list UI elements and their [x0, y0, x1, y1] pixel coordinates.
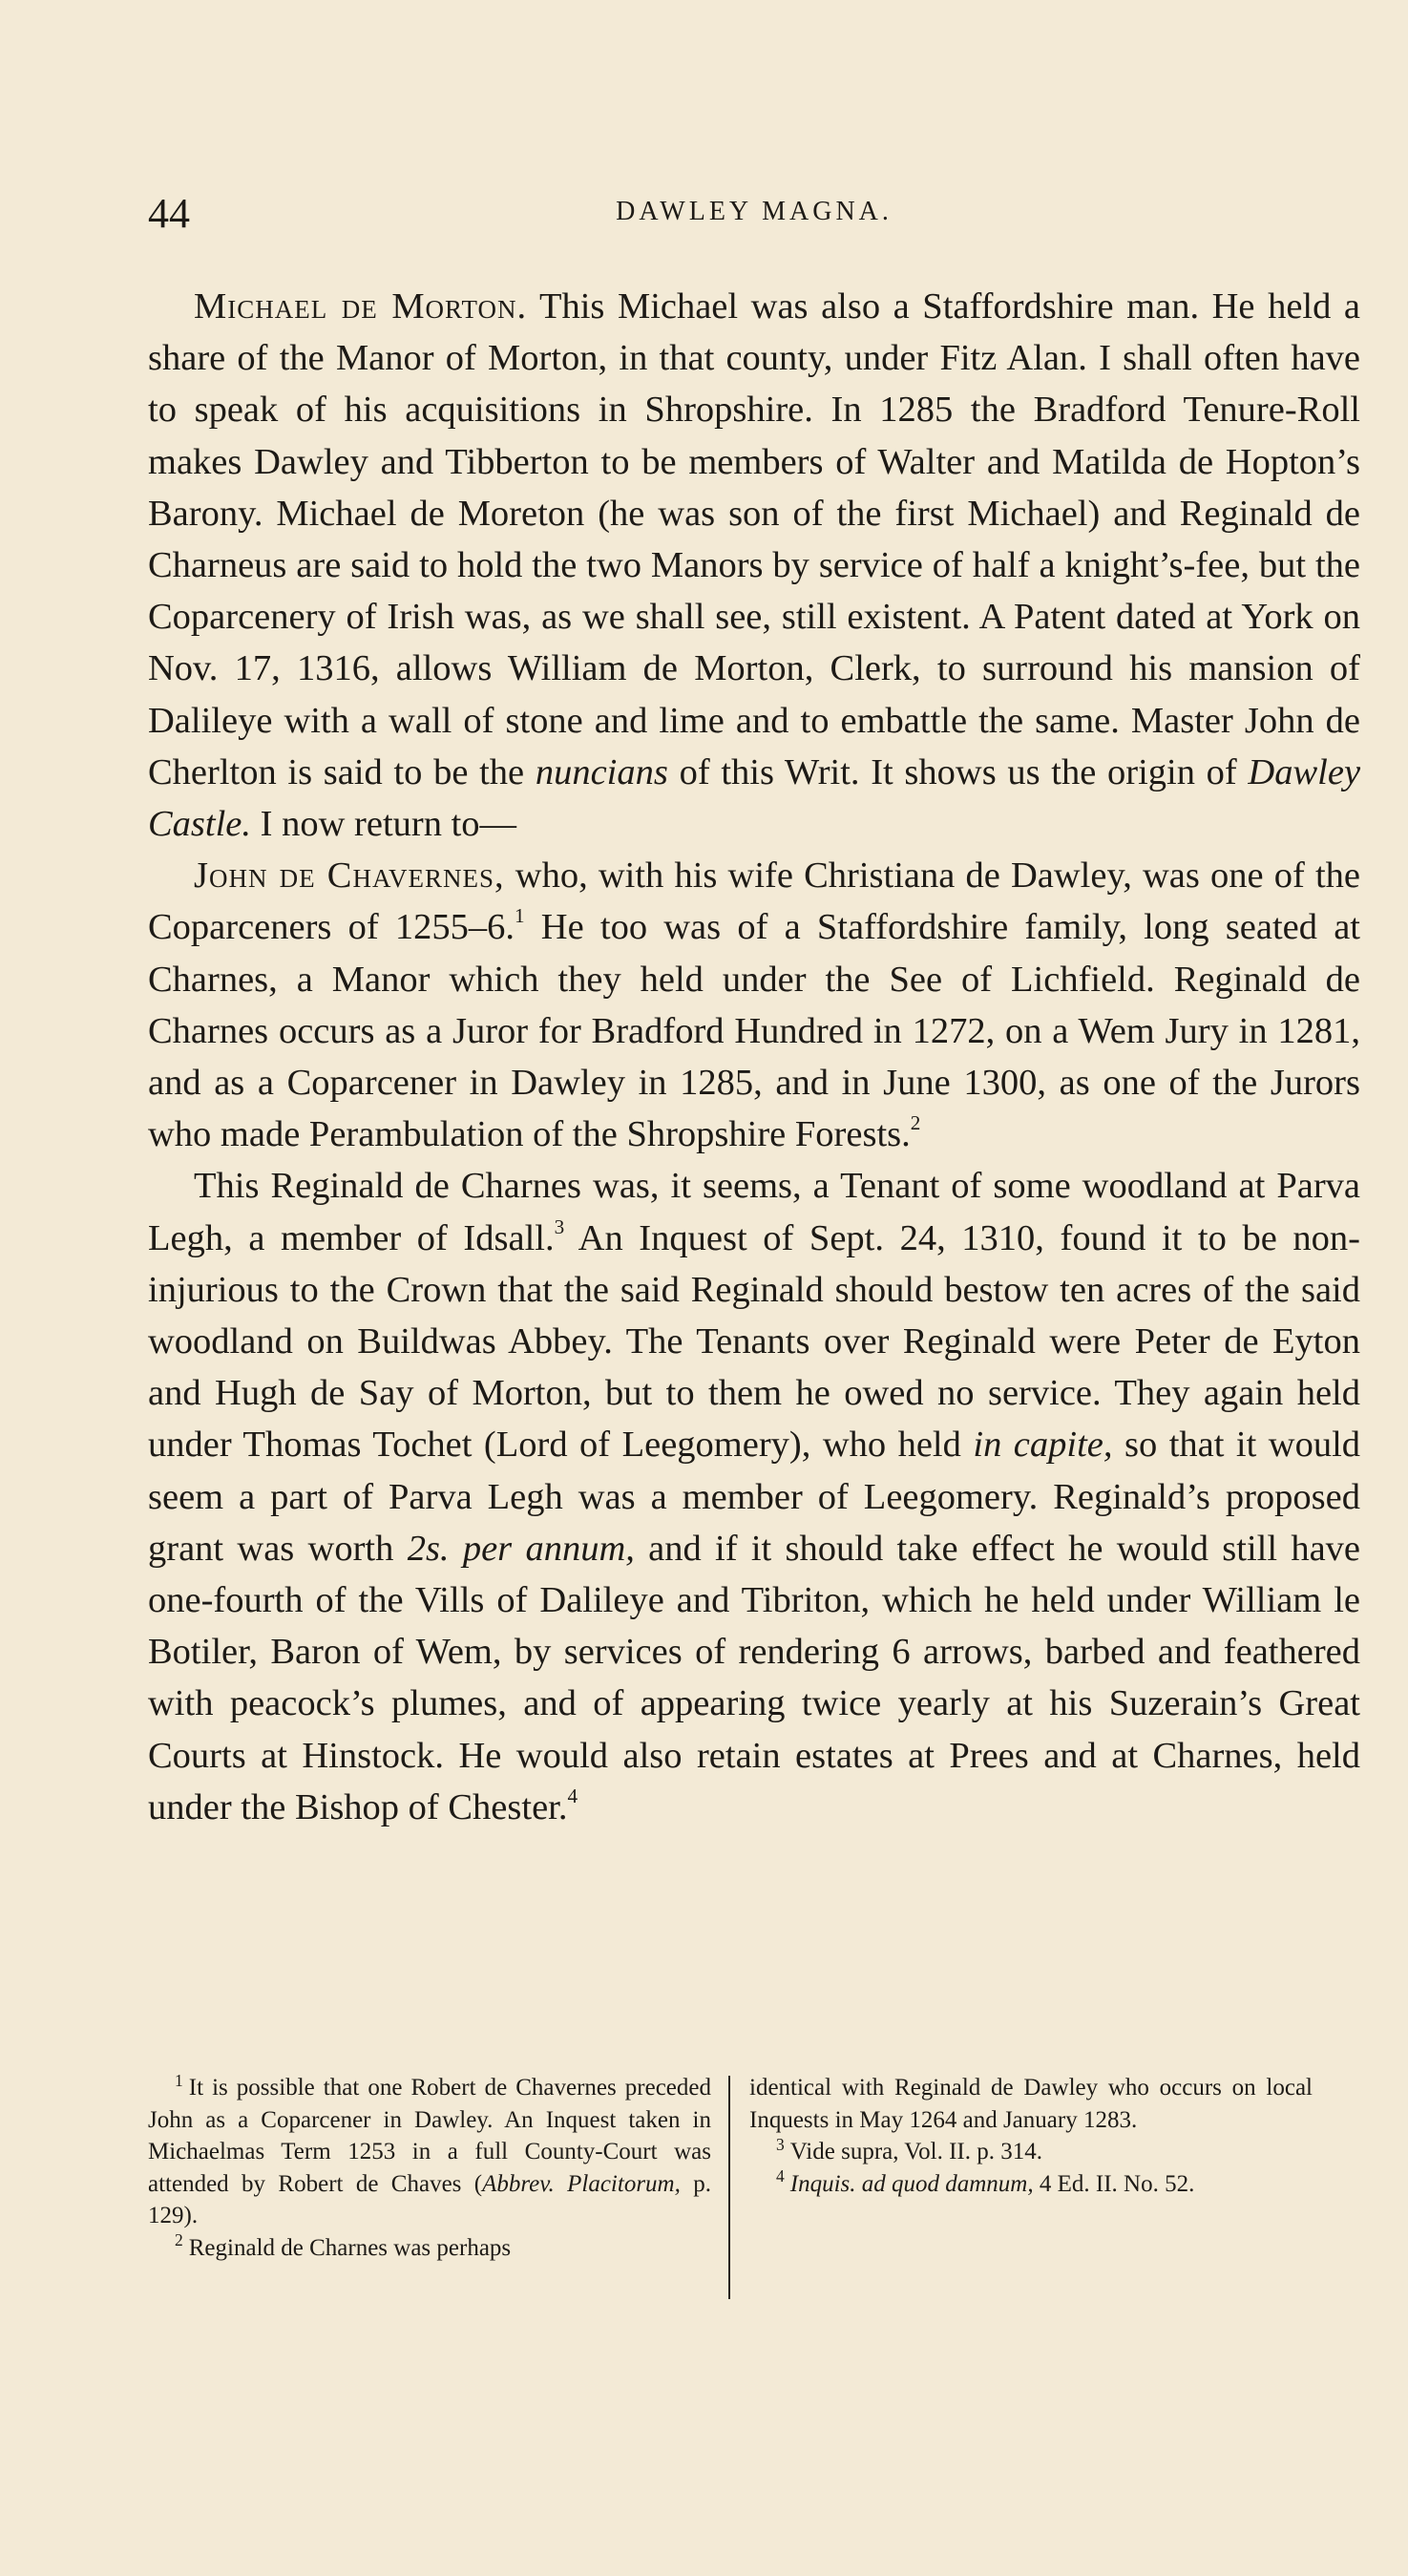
italic-term: Inquis. ad quod damnum, [789, 2170, 1034, 2197]
text-run: This Reginald de Charnes was, it seems, a Tenant of some woodland at Parva Legh, a member of Idsall. [148, 1166, 1360, 1258]
text-run: He too was of a Staffordshire family, long seated at Charnes, a Manor which they held under the See of Lichfield. Reginald de Charnes occurs as a Juror for Bradford Hundred in 1272, on a Wem Jury in 1281, and as a Coparcener in Dawley in 1285, and in June 1300, as one of the Jurors who made Perambulation of the Shropshire Forests. [148, 907, 1360, 1155]
text-run: It is possible that one Robert de Chavernes preceded John as a Coparcener in Dawley. An Inquest taken in Michaelmas Term 1253 in a full County-Court was attended by Robert de Chaves ( [148, 2075, 711, 2197]
text-run: of this Writ. It shows us the origin of [679, 751, 1237, 792]
italic-term: in capite, [973, 1425, 1113, 1466]
footnote-2-continued [749, 2072, 1313, 2136]
paragraph-reginald-de-charnes [148, 1160, 1360, 1833]
footnote-marker: 4 [776, 2166, 785, 2186]
footnote-marker: 2 [175, 2230, 183, 2250]
footnote-marker: 1 [175, 2070, 183, 2090]
footnote-marker: 3 [776, 2134, 785, 2154]
paragraph-john-de-chavernes [148, 850, 1360, 1160]
running-title: DAWLEY MAGNA. [616, 197, 893, 226]
text-run: This Michael was also a Staffordshire man. He held a share of the Manor of Morton, in that county, under Fitz Alan. I shall often have to speak of his acquisitions in Shropshire. In 1285 the Bradford Tenure-Roll makes Dawley and Tibberton to be members of Walter and Matilda de Hopton’s Barony. Michael de Moreton (he was son of the first Michael) and Reginald de Charneus are said to hold the two Manors by service of half a knight’s-fee, but the Coparcenery of Irish was, as we shall see, still existent. A Patent dated at York on Nov. 17, 1316, allows William de Morton, Clerk, to surround his mansion of Dalileye with a wall of stone and lime and to embattle the same. Master John de Cherlton is said to be the [148, 286, 1361, 792]
page-number: 44 [148, 190, 190, 237]
person-name: Michael de Morton. [194, 286, 528, 327]
main-text [148, 281, 1360, 1833]
footnote-4 [749, 2168, 1313, 2201]
footnote-ref[interactable]: 4 [567, 1784, 578, 1807]
paragraph-michael-de-morton [148, 281, 1360, 850]
footnote-ref[interactable]: 2 [910, 1111, 921, 1135]
footnote-ref[interactable]: 3 [554, 1214, 565, 1238]
text-run: so that it would seem a part of Parva Legh was a member of Leegomery. Reginald’s proposed grant was worth [148, 1425, 1361, 1569]
italic-term: 2s. per annum, [407, 1528, 635, 1569]
italic-term: Abbrev. Placitorum, [482, 2170, 681, 2197]
footnotes [148, 2072, 1360, 2301]
footnote-1 [148, 2072, 711, 2232]
footnote-column-left [148, 2072, 711, 2264]
italic-term: nuncians [535, 751, 668, 792]
text-run: identical with Reginald de Dawley who occurs on local Inquests in May 1264 and January 1283. [749, 2075, 1313, 2133]
page-header [148, 189, 1360, 246]
text-run: An Inquest of Sept. 24, 1310, found it to be non-injurious to the Crown that the said Reginald should bestow ten acres of the said woodland on Buildwas Abbey. The Tenants over Reginald were Peter de Eyton and Hugh de Say of Morton, but to them he owed no service. They again held under Thomas Tochet (Lord of Leegomery), who held [148, 1217, 1360, 1466]
text-run: Reginald de Charnes was perhaps [188, 2234, 512, 2261]
text-run: I now return to— [260, 804, 517, 845]
text-run: who, with his wife Christiana de Dawley, was one of the Coparceners of 1255–6. [148, 855, 1360, 948]
text-run: Vide supra, Vol. II. p. 314. [789, 2139, 1042, 2164]
italic-term: Dawley Castle. [148, 751, 1361, 845]
text-run: and if it should take effect he would still have one-fourth of the Vills of Dalileye and Tibriton, which he held under William le Botiler, Baron of Wem, by services of rendering 6 arrows, barbed and feathered with peacock’s plumes, and of appearing twice yearly at his Suzerain’s Great Courts at Hinstock. He would also retain estates at Prees and at Charnes, held under the Bishop of Chester. [148, 1528, 1361, 1827]
footnote-ref[interactable]: 1 [515, 904, 525, 928]
column-divider [728, 2076, 730, 2299]
footnote-3 [749, 2136, 1313, 2168]
text-run: 4 Ed. II. No. 52. [1039, 2170, 1195, 2197]
person-name: John de Chavernes, [194, 855, 505, 897]
footnote-column-right [749, 2072, 1313, 2200]
text-run: p. 129). [148, 2170, 711, 2228]
footnote-2 [148, 2232, 711, 2265]
